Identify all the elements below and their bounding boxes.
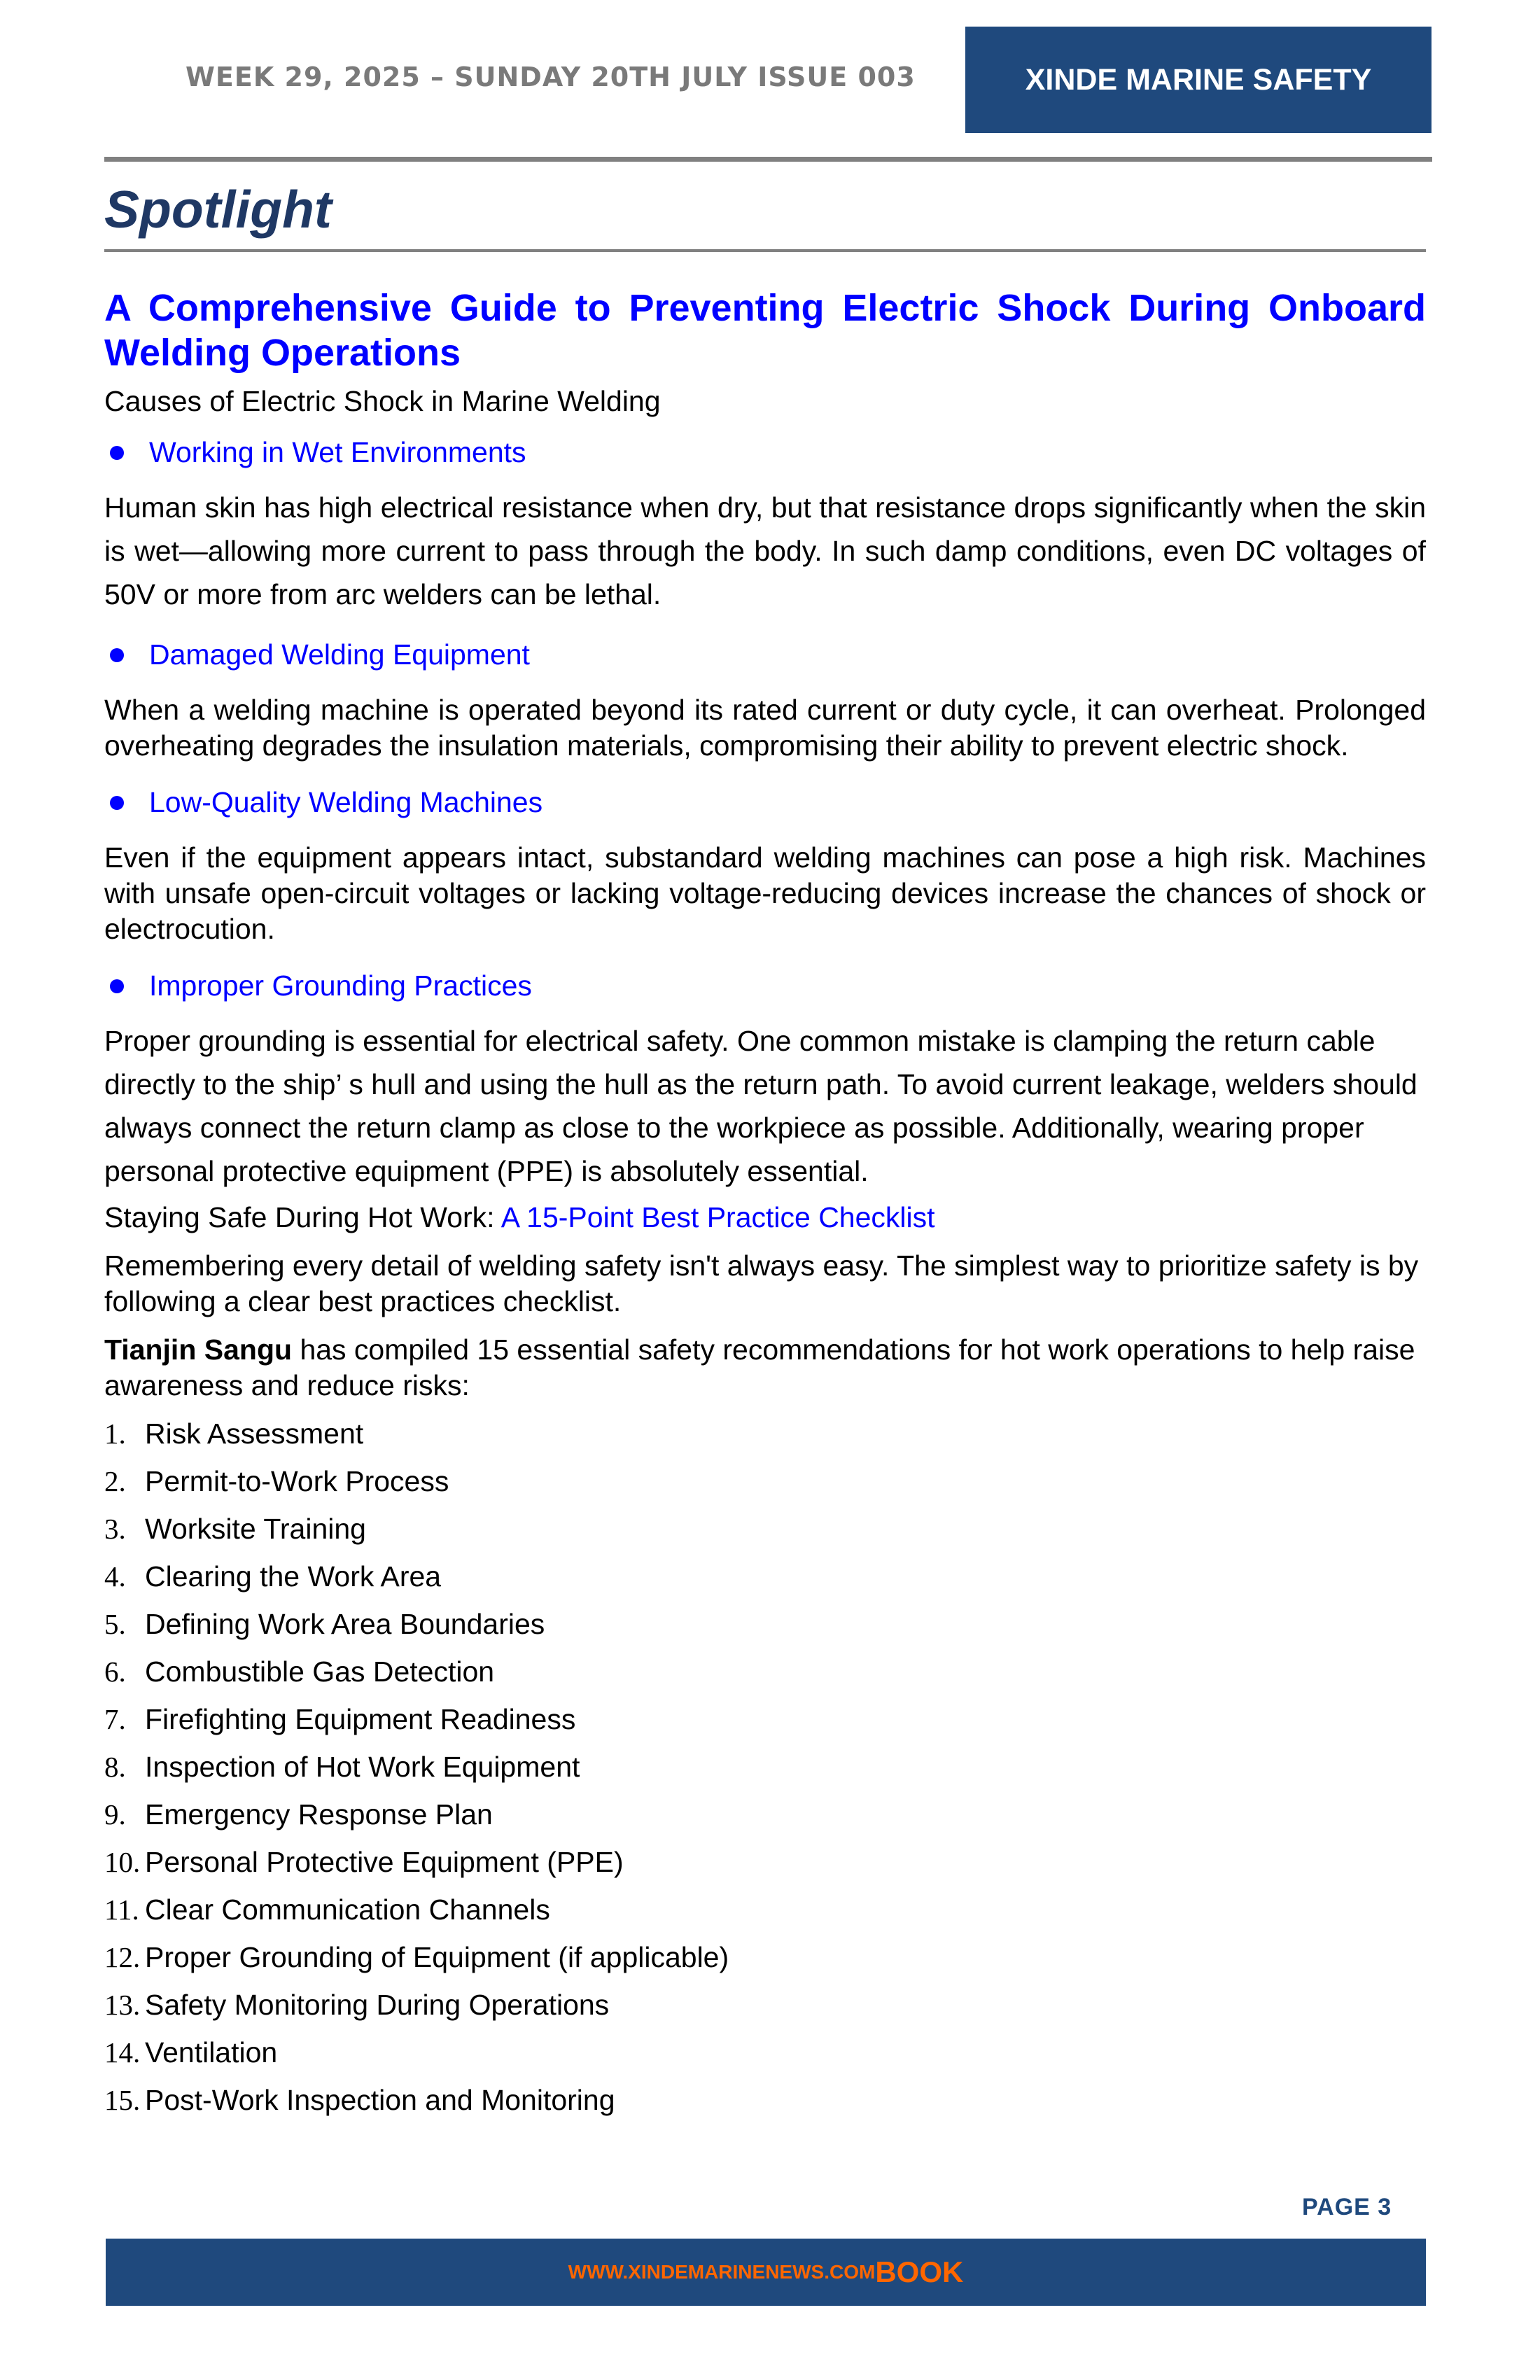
checklist-item-text: Permit-to-Work Process [145, 1465, 449, 1497]
cause-heading [104, 785, 1426, 820]
checklist-item [104, 1464, 1426, 1511]
checklist-item-number: 13. [104, 1989, 141, 2021]
checklist-item-number: 7. [104, 1703, 126, 1735]
section-divider [104, 249, 1426, 252]
cause-body: When a welding machine is operated beyond its rated current or duty cycle, it can overheat. Prolonged overheating degrades the insulation materials, compromising their ability to prevent electric shock. [104, 694, 1426, 762]
footer-bar [106, 2239, 1426, 2306]
checklist-item-number: 10. [104, 1846, 141, 1878]
checklist-item-text: Risk Assessment [145, 1418, 364, 1450]
checklist-item [104, 1797, 1426, 1844]
checklist-item-text: Worksite Training [145, 1513, 366, 1545]
checklist-intro-prefix: Staying Safe During Hot Work: [104, 1201, 501, 1233]
brand-name: XINDE MARINE SAFETY [1025, 62, 1372, 97]
checklist [104, 1416, 1426, 2130]
checklist-item-text: Defining Work Area Boundaries [145, 1608, 545, 1640]
checklist-item [104, 1844, 1426, 1892]
checklist-item-number: 3. [104, 1513, 126, 1545]
checklist-item-text: Emergency Response Plan [145, 1798, 493, 1830]
checklist-item-text: Firefighting Equipment Readiness [145, 1703, 576, 1735]
checklist-item-number: 4. [104, 1560, 126, 1592]
checklist-item [104, 2082, 1426, 2130]
checklist-item-number: 2. [104, 1465, 126, 1497]
checklist-item-number: 5. [104, 1608, 126, 1640]
checklist-intro-link: A 15-Point Best Practice Checklist [500, 1201, 935, 1233]
cause-heading-text: Improper Grounding Practices [149, 969, 532, 1002]
checklist-item-text: Clear Communication Channels [145, 1893, 550, 1926]
brand-banner [965, 27, 1432, 133]
checklist-item [104, 1749, 1426, 1797]
checklist-item [104, 1511, 1426, 1559]
cause-body: Human skin has high electrical resistance when dry, but that resistance drops significantly when the skin is wet—allowing more current to pass through the body. In such damp conditions, even DC voltages of 50V or more from arc welders can be lethal. [104, 491, 1426, 610]
header-divider [104, 157, 1432, 162]
bullet-dot-icon [110, 648, 124, 662]
footer-book-label: BOOK [875, 2255, 964, 2288]
article-intro: Causes of Electric Shock in Marine Welding [104, 385, 661, 417]
cause-heading-text: Damaged Welding Equipment [149, 638, 530, 671]
checklist-item [104, 1416, 1426, 1464]
cause-heading [104, 435, 1426, 470]
checklist-item [104, 1606, 1426, 1654]
company-note [104, 1332, 1426, 1404]
bullet-dot-icon [110, 796, 124, 810]
checklist-item [104, 1654, 1426, 1702]
article-title: A Comprehensive Guide to Preventing Electric Shock During Onboard Welding Operations [104, 287, 1426, 374]
checklist-item [104, 1940, 1426, 1987]
checklist-item-text: Personal Protective Equipment (PPE) [145, 1846, 624, 1878]
checklist-item-number: 9. [104, 1798, 126, 1830]
issue-line: WEEK 29, 2025 – SUNDAY 20TH JULY ISSUE 003 [186, 62, 916, 92]
footer-url-link[interactable]: WWW.XINDEMARINENEWS.COM [568, 2261, 876, 2283]
checklist-item-number: 14. [104, 2036, 141, 2068]
checklist-item [104, 1892, 1426, 1940]
checklist-intro [104, 1200, 1426, 1236]
checklist-item [104, 1702, 1426, 1749]
checklist-item-text: Combustible Gas Detection [145, 1656, 495, 1688]
checklist-item-number: 1. [104, 1418, 126, 1450]
checklist-item-text: Post-Work Inspection and Monitoring [145, 2084, 615, 2116]
checklist-item-text: Ventilation [145, 2036, 278, 2068]
cause-heading [104, 637, 1426, 673]
checklist-item-text: Clearing the Work Area [145, 1560, 442, 1592]
cause-body: Proper grounding is essential for electrical safety. One common mistake is clamping the return cable directly to the ship’ s hull and using the hull as the return path. To avoid current leakage, welders should always connect the return clamp as close to the workpiece as possible. Additionally, wearing proper personal protective equipment (PPE) is absolutely essential. [104, 1025, 1418, 1187]
cause-body: Even if the equipment appears intact, substandard welding machines can pose a high risk. Machines with unsafe open-circuit voltages or lacking voltage-reducing devices increase the chances of shock or electrocution. [104, 841, 1426, 945]
remember-text: Remembering every detail of welding safety isn't always easy. The simplest way to prioritize safety is by following a clear best practices checklist. [104, 1250, 1419, 1317]
checklist-item [104, 1559, 1426, 1606]
checklist-item-text: Proper Grounding of Equipment (if applicable) [145, 1941, 729, 1973]
cause-heading-text: Working in Wet Environments [149, 436, 526, 468]
page-number: PAGE 3 [1302, 2194, 1392, 2220]
cause-heading-text: Low-Quality Welding Machines [149, 786, 543, 818]
checklist-item-number: 15. [104, 2084, 141, 2116]
checklist-item-number: 12. [104, 1941, 141, 1973]
checklist-item-number: 11. [104, 1893, 139, 1926]
checklist-item-text: Safety Monitoring During Operations [145, 1989, 610, 2021]
checklist-item-number: 8. [104, 1751, 126, 1783]
checklist-item [104, 2035, 1426, 2082]
company-note-text: has compiled 15 essential safety recommendations for hot work operations to help raise awareness and reduce risks: [104, 1334, 1415, 1401]
checklist-item-number: 6. [104, 1656, 126, 1688]
bullet-dot-icon [110, 979, 124, 993]
company-name: Tianjin Sangu [104, 1334, 293, 1366]
cause-heading [104, 968, 1426, 1004]
bullet-dot-icon [110, 446, 124, 460]
checklist-item-text: Inspection of Hot Work Equipment [145, 1751, 580, 1783]
article [104, 286, 1426, 2130]
checklist-item [104, 1987, 1426, 2035]
section-title: Spotlight [104, 180, 332, 239]
